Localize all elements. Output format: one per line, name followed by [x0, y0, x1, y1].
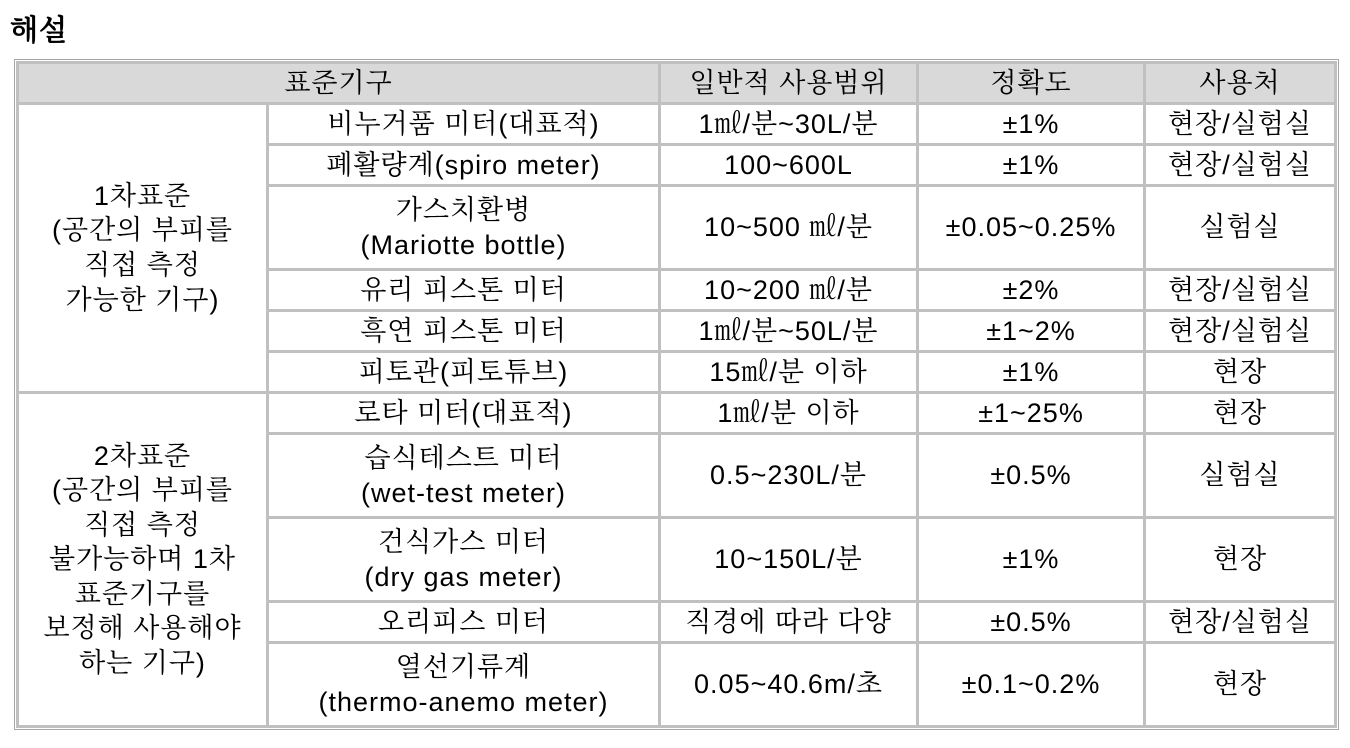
table-body — [18, 104, 1336, 727]
instrument-cell: 비누거품 미터(대표적) — [268, 104, 660, 145]
instrument-cell: 피토관(피토튜브) — [268, 352, 660, 393]
usage-cell: 현장 — [1145, 352, 1336, 393]
instrument-cell: 가스치환병 (Mariotte bottle) — [268, 186, 660, 270]
accuracy-cell: ±0.5% — [918, 434, 1145, 518]
header-accuracy: 정확도 — [918, 63, 1145, 104]
standards-table-frame — [14, 59, 1339, 730]
table-row — [18, 104, 1336, 145]
usage-cell: 실험실 — [1145, 186, 1336, 270]
accuracy-cell: ±0.05~0.25% — [918, 186, 1145, 270]
range-cell: 직경에 따라 다양 — [660, 602, 918, 643]
range-cell: 10~200 ㎖/분 — [660, 270, 918, 311]
instrument-cell: 습식테스트 미터 (wet-test meter) — [268, 434, 660, 518]
range-cell: 100~600L — [660, 145, 918, 186]
range-cell: 1㎖/분 이하 — [660, 393, 918, 434]
header-row — [18, 63, 1336, 104]
standards-table — [16, 61, 1337, 728]
instrument-cell: 흑연 피스톤 미터 — [268, 311, 660, 352]
accuracy-cell: ±0.5% — [918, 602, 1145, 643]
accuracy-cell: ±2% — [918, 270, 1145, 311]
accuracy-cell: ±1% — [918, 104, 1145, 145]
page-title: 해설 — [10, 15, 69, 47]
accuracy-cell: ±1~2% — [918, 311, 1145, 352]
usage-cell: 현장/실험실 — [1145, 145, 1336, 186]
usage-cell: 현장 — [1145, 643, 1336, 727]
usage-cell: 현장/실험실 — [1145, 270, 1336, 311]
accuracy-cell: ±1~25% — [918, 393, 1145, 434]
usage-cell: 현장 — [1145, 393, 1336, 434]
usage-cell: 현장/실험실 — [1145, 104, 1336, 145]
accuracy-cell: ±0.1~0.2% — [918, 643, 1145, 727]
range-cell: 15㎖/분 이하 — [660, 352, 918, 393]
header-range: 일반적 사용범위 — [660, 63, 918, 104]
range-cell: 10~500 ㎖/분 — [660, 186, 918, 270]
instrument-cell: 유리 피스톤 미터 — [268, 270, 660, 311]
usage-cell: 현장 — [1145, 518, 1336, 602]
accuracy-cell: ±1% — [918, 145, 1145, 186]
table-row — [18, 393, 1336, 434]
usage-cell: 현장/실험실 — [1145, 602, 1336, 643]
range-cell: 10~150L/분 — [660, 518, 918, 602]
range-cell: 1㎖/분~50L/분 — [660, 311, 918, 352]
group-label-cell: 2차표준 (공간의 부피를 직접 측정 불가능하며 1차 표준기구를 보정해 사용해야 하는 기구) — [18, 393, 268, 727]
instrument-cell: 오리피스 미터 — [268, 602, 660, 643]
usage-cell: 현장/실험실 — [1145, 311, 1336, 352]
instrument-cell: 건식가스 미터 (dry gas meter) — [268, 518, 660, 602]
instrument-cell: 로타 미터(대표적) — [268, 393, 660, 434]
usage-cell: 실험실 — [1145, 434, 1336, 518]
instrument-cell: 폐활량계(spiro meter) — [268, 145, 660, 186]
group-label-cell: 1차표준 (공간의 부피를 직접 측정 가능한 기구) — [18, 104, 268, 393]
range-cell: 0.05~40.6m/초 — [660, 643, 918, 727]
header-instrument: 표준기구 — [18, 63, 660, 104]
instrument-cell: 열선기류계 (thermo-anemo meter) — [268, 643, 660, 727]
range-cell: 1㎖/분~30L/분 — [660, 104, 918, 145]
header-usage: 사용처 — [1145, 63, 1336, 104]
range-cell: 0.5~230L/분 — [660, 434, 918, 518]
accuracy-cell: ±1% — [918, 352, 1145, 393]
accuracy-cell: ±1% — [918, 518, 1145, 602]
